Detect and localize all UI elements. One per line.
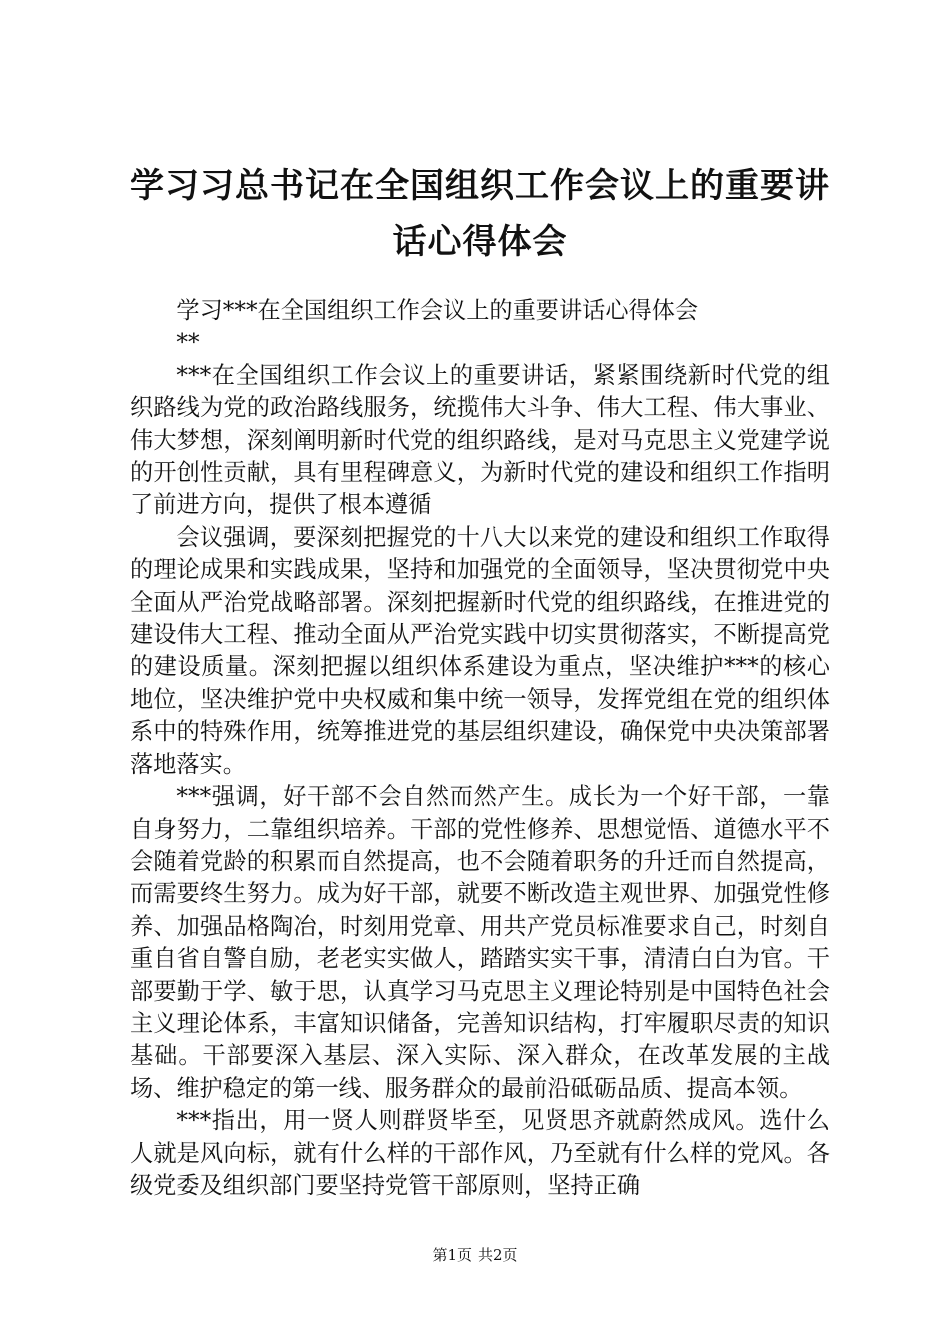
- paragraph-author: **: [176, 329, 200, 357]
- page-footer: [0, 1245, 950, 1265]
- page-number: 第1页: [432, 1246, 472, 1264]
- paragraph: 会议强调，要深刻把握党的十八大以来党的建设和组织工作取得的理论成果和实践成果，坚持和加强党的全面领导，坚决贯彻党中央全面从严治党战略部署。深刻把握新时代党的组织路线，在推进党的建设伟大工程、推动全面从严治党实践中切实贯彻落实，不断提高党的建设质量。深刻把握以组织体系建设为重点，坚决维护***的核心地位，坚决维护党中央权威和集中统一领导，发挥党组在党的组织体系中的特殊作用，统筹推进党的基层组织建设，确保党中央决策部署落地落实。: [130, 523, 830, 778]
- paragraph: ***强调，好干部不会自然而然产生。成长为一个好干部，一靠自身努力，二靠组织培养。干部的党性修养、思想觉悟、道德水平不会随着党龄的积累而自然提高，也不会随着职务的升迁而自然提高，而需要终生努力。成为好干部，就要不断改造主观世界、加强党性修养、加强品格陶冶，时刻用党章、用共产党员标准要求自己，时刻自重自省自警自励，老老实实做人，踏踏实实干事，清清白白为官。干部要勤于学、敏于思，认真学习马克思主义理论特别是中国特色社会主义理论体系，丰富知识储备，完善知识结构，打牢履职尽责的知识基础。干部要深入基层、深入实际、深入群众，在改革发展的主战场、维护稳定的第一线、服务群众的最前沿砥砺品质、提高本领。: [130, 783, 830, 1102]
- paragraph: ***在全国组织工作会议上的重要讲话，紧紧围绕新时代党的组织路线为党的政治路线服务，统揽伟大斗争、伟大工程、伟大事业、伟大梦想，深刻阐明新时代党的组织路线，是对马克思主义党建学说的开创性贡献，具有里程碑意义，为新时代党的建设和组织工作指明了前进方向，提供了根本遵循: [130, 361, 830, 519]
- page-total: 共2页: [478, 1246, 518, 1264]
- document-body: [130, 295, 830, 1202]
- paragraph-subtitle: 学习***在全国组织工作会议上的重要讲话心得体会: [176, 297, 699, 324]
- paragraph: ***指出，用一贤人则群贤毕至，见贤思齐就蔚然成风。选什么人就是风向标，就有什么样的干部作风，乃至就有什么样的党风。各级党委及组织部门要坚持党管干部原则，坚持正确: [130, 1107, 830, 1199]
- document-title: 学习习总书记在全国组织工作会议上的重要讲话心得体会: [130, 166, 830, 262]
